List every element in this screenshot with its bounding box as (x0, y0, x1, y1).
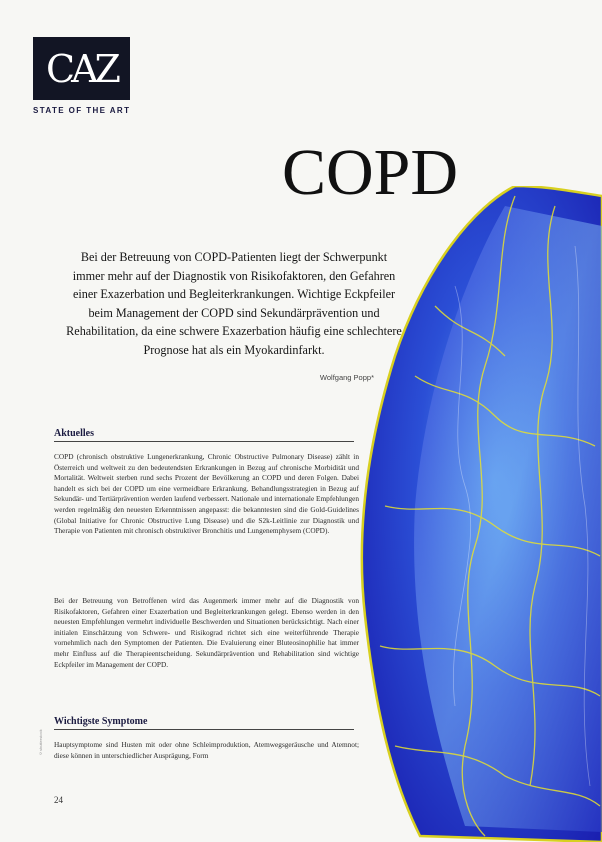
body-paragraph: Bei der Betreuung von Betroffenen wird das Augenmerk immer mehr auf die Diagnostik von Risikofaktoren, Gefahren einer Exazerbation und Begleiterkrankungen gelegt. Ebenso werden in den neuesten Empfehlungen vermehrt individuelle Beschwerden und Situationen berücksichtigt. Nach einer initialen Einschätzung von Schwere- und Risikograd richtet sich eine weiterführende Therapie vornehmlich nach den Symptomen der Patienten. Die Evaluierung einer Bluteosinophilie hat immer mehr Einfluss auf die Therapieentscheidung. Sekundärprävention und Rehabilitation sind wichtige Eckpfeiler im Management der COPD. (54, 596, 359, 669)
section-heading-symptome: Wichtigste Symptome (54, 716, 354, 730)
section-kicker: STATE OF THE ART (33, 106, 131, 115)
logo-text: CAZ (46, 46, 117, 91)
body-paragraph: COPD (chronisch obstruktive Lungenerkrankung, Chronic Obstructive Pulmonary Disease) zählt in Österreich und weltweit zu den bedeutendsten Erkrankungen in Bezug auf chronische Morbidität und Mortalität. Weltweit sterben rund sechs Prozent der Bevölkerung an COPD und deren Folgen. Dabei handelt es sich bei der COPD um eine vermeidbare Erkrankung. Behandlungsstrategien in Bezug auf Sekundär- und Tertiärprävention werden laufend verbessert. Nationale und internationale Empfehlungen werden regelmäßig den neuesten Erkenntnissen angepasst: die bekanntesten sind die Gold-Guidelines (Global Initiative for Chronic Obstructive Lung Disease) und die S2k-Leitlinie zur Diagnostik und Therapie von Patienten mit chronisch obstruktiver Bronchitis und Lungenemphysem (COPD). (54, 452, 359, 536)
section-heading-aktuelles: Aktuelles (54, 428, 354, 442)
caz-logo (33, 37, 130, 100)
page-number: 24 (54, 795, 63, 805)
image-credit: ©shutterstock (38, 729, 43, 756)
article-title: COPD (282, 136, 459, 209)
lead-paragraph: Bei der Betreuung von COPD-Patienten liegt der Schwerpunkt immer mehr auf der Diagnostik von Risikofaktoren, den Gefahren einer Exazerbation und Begleiterkrankungen. Wichtige Eckpfeiler beim Management der COPD sind Sekundärprävention und Rehabilitation, da eine schwere Exazerbation häufig eine schlechtere Prognose hat als ein Myokardinfarkt. (66, 250, 402, 357)
author-name: Wolfgang Popp* (319, 373, 374, 382)
body-paragraph: Hauptsymptome sind Husten mit oder ohne Schleimproduktion, Atemwegsgeräusche und Atemnot; diese können in unterschiedlicher Ausprägung, Form (54, 740, 359, 760)
